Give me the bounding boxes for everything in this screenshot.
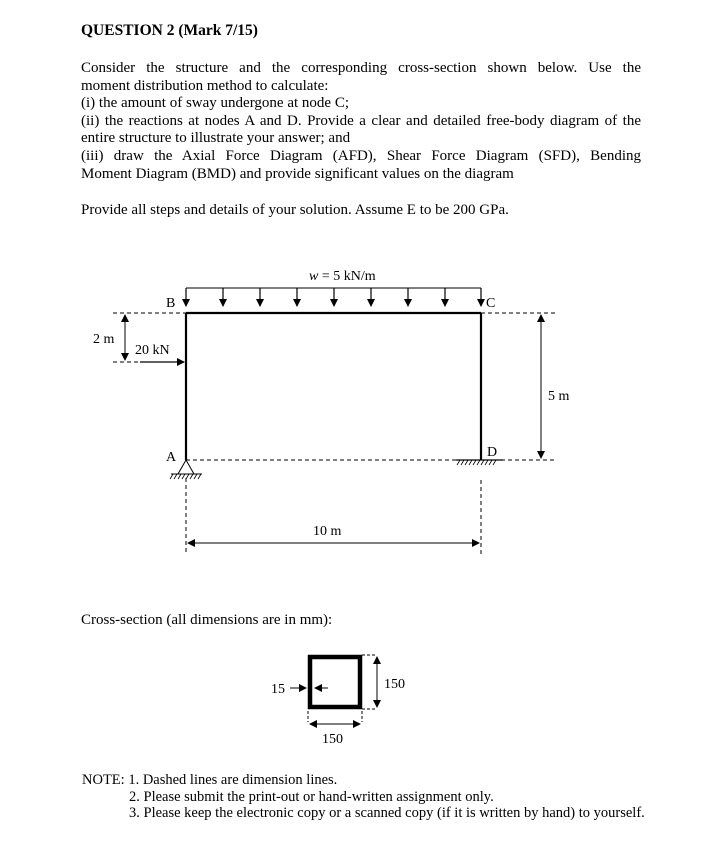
node-label-a: A [166, 450, 177, 465]
task-3-line-2: Moment Diagram (BMD) and provide significant values on the diagram [81, 165, 514, 182]
section-height-label: 150 [384, 677, 405, 692]
thickness-label: 15 [271, 682, 285, 697]
load-height-label: 2 m [93, 332, 115, 347]
notes-prefix: NOTE: [82, 772, 125, 788]
notes [82, 772, 645, 822]
note-3: 3. Please keep the electronic copy or a scanned copy (if it is written by hand) to yourself. [129, 805, 645, 821]
column-height-label: 5 m [548, 389, 570, 404]
fixed-support-icon [456, 460, 503, 465]
point-load-label: 20 kN [135, 343, 170, 358]
task-1: (i) the amount of sway undergone at node C; [81, 95, 349, 112]
instruction-text: Provide all steps and details of your solution. Assume E to be 200 GPa. [81, 202, 509, 218]
task-2-line-2: entire structure to illustrate your answer; and [81, 130, 351, 147]
node-label-d: D [487, 445, 498, 460]
note-1-row [82, 772, 645, 789]
task-3-line-1: (iii) draw the Axial Force Diagram (AFD), Shear Force Diagram (SFD), Bending [81, 147, 641, 164]
note-2: 2. Please submit the print-out or hand-written assignment only. [129, 788, 494, 805]
frame [186, 313, 481, 460]
node-label-b: B [166, 296, 176, 311]
intro-line-2: moment distribution method to calculate: [81, 77, 329, 94]
intro-line-1: Consider the structure and the corresponding cross-section shown below. Use the [81, 60, 641, 76]
udl-label: w = 5 kN/m [309, 269, 376, 284]
box-section [310, 657, 360, 707]
dimension-lines [113, 313, 555, 555]
cross-section-heading: Cross-section (all dimensions are in mm): [81, 612, 333, 628]
udl-arrows [186, 288, 481, 306]
udl-value: = 5 kN/m [318, 269, 376, 284]
section-width-label: 150 [322, 732, 343, 747]
note-1: 1. Dashed lines are dimension lines. [128, 772, 338, 788]
node-label-c: C [486, 296, 496, 311]
question-title: QUESTION 2 (Mark 7/15) [81, 22, 258, 39]
task-2-line-1: (ii) the reactions at nodes A and D. Provide a clear and detailed free-body diagram of the [81, 112, 641, 129]
cross-section-diagram [271, 655, 405, 747]
span-label: 10 m [313, 524, 342, 539]
distributed-load [186, 269, 481, 306]
